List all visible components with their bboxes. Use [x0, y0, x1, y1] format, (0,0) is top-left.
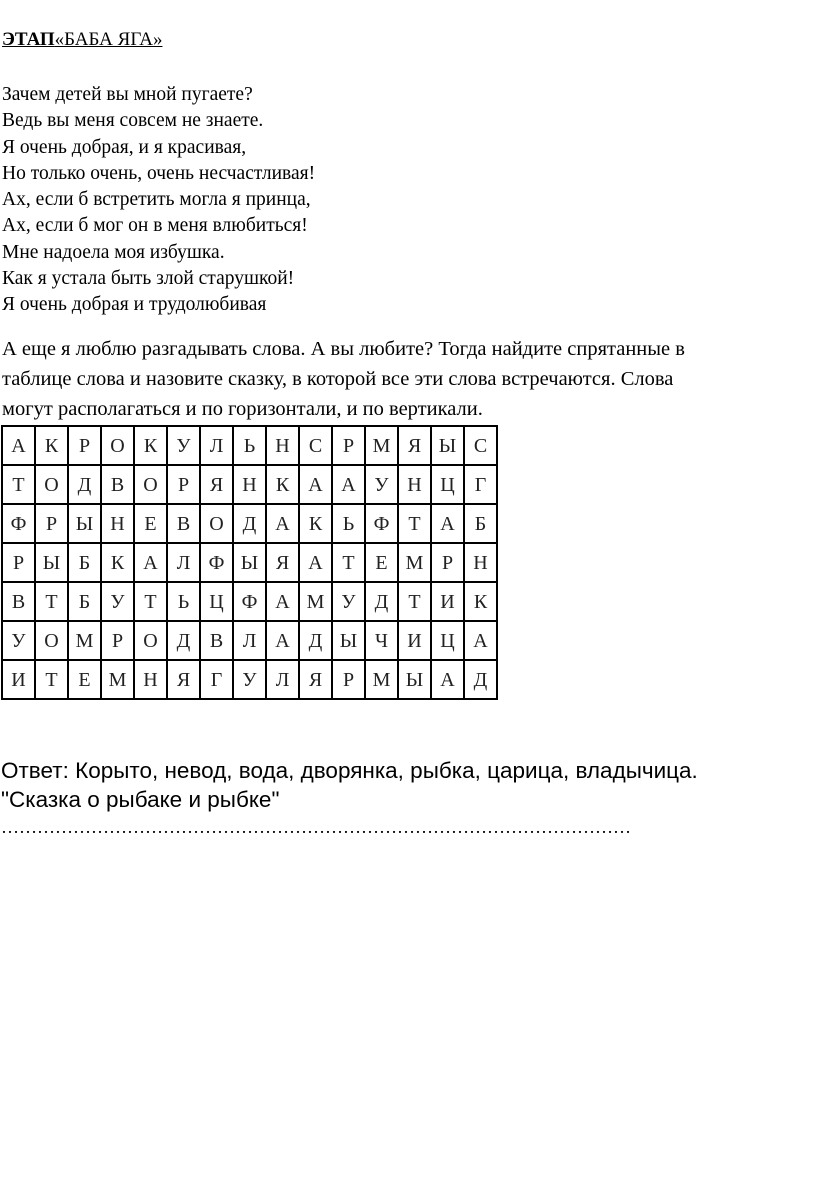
dotted-line: …………………………………………………………………………………………… — [1, 817, 631, 837]
grid-cell: Я — [266, 543, 299, 582]
grid-row — [2, 660, 497, 699]
grid-cell: Т — [2, 465, 35, 504]
poem-line: Но только очень, очень несчастливая! — [2, 162, 316, 184]
grid-row — [2, 582, 497, 621]
grid-cell: С — [299, 426, 332, 465]
grid-cell: Л — [167, 543, 200, 582]
grid-cell: Я — [398, 426, 431, 465]
grid-cell: Т — [398, 582, 431, 621]
grid-cell: А — [299, 465, 332, 504]
grid-cell: Д — [299, 621, 332, 660]
grid-cell: Я — [167, 660, 200, 699]
grid-cell: Н — [266, 426, 299, 465]
grid-cell: А — [266, 621, 299, 660]
grid-cell: Ь — [332, 504, 365, 543]
grid-cell: Ь — [233, 426, 266, 465]
answer-block — [1, 756, 698, 814]
grid-cell: В — [167, 504, 200, 543]
poem-line: Мне надоела моя избушка. — [2, 241, 225, 263]
page-title — [2, 28, 162, 52]
grid-cell: В — [101, 465, 134, 504]
grid-cell: У — [365, 465, 398, 504]
grid-cell: Ы — [332, 621, 365, 660]
grid-cell: Б — [464, 504, 497, 543]
poem-line: Как я устала быть злой старушкой! — [2, 268, 295, 290]
grid-cell: Д — [68, 465, 101, 504]
instruction-line: таблице слова и назовите сказку, в которой все эти слова встречаются. Слова — [2, 368, 674, 390]
grid-cell: Р — [2, 543, 35, 582]
grid-cell: А — [431, 660, 464, 699]
grid-cell: Р — [431, 543, 464, 582]
grid-cell: У — [101, 582, 134, 621]
grid-cell: Ы — [35, 543, 68, 582]
grid-cell: О — [134, 621, 167, 660]
title-stage: ЭТАП — [2, 29, 55, 50]
poem-line: Ах, если б встретить могла я принца, — [2, 189, 311, 211]
grid-cell: В — [2, 582, 35, 621]
grid-cell: У — [233, 660, 266, 699]
grid-cell: К — [101, 543, 134, 582]
grid-cell: Г — [464, 465, 497, 504]
grid-cell: М — [398, 543, 431, 582]
grid-cell: Ф — [2, 504, 35, 543]
grid-cell: К — [266, 465, 299, 504]
grid-cell: Л — [266, 660, 299, 699]
grid-cell: Д — [233, 504, 266, 543]
grid-cell: А — [464, 621, 497, 660]
grid-cell: Н — [398, 465, 431, 504]
grid-cell: Р — [332, 660, 365, 699]
grid-cell: С — [464, 426, 497, 465]
grid-cell: Т — [134, 582, 167, 621]
word-search-grid — [1, 425, 498, 700]
grid-cell: Ц — [200, 582, 233, 621]
grid-cell: Т — [35, 660, 68, 699]
grid-cell: Н — [101, 504, 134, 543]
grid-cell: Ц — [431, 465, 464, 504]
grid-cell: А — [2, 426, 35, 465]
grid-cell: Е — [134, 504, 167, 543]
grid-cell: О — [200, 504, 233, 543]
poem-line: Ах, если б мог он в меня влюбиться! — [2, 215, 308, 237]
grid-cell: И — [431, 582, 464, 621]
poem-line: Я очень добрая и трудолюбивая — [2, 294, 267, 316]
grid-cell: Ы — [398, 660, 431, 699]
grid-cell: У — [167, 426, 200, 465]
grid-cell: Н — [464, 543, 497, 582]
grid-cell: У — [2, 621, 35, 660]
grid-row — [2, 621, 497, 660]
grid-cell: О — [35, 621, 68, 660]
grid-cell: А — [299, 543, 332, 582]
grid-cell: М — [101, 660, 134, 699]
grid-cell: Ы — [68, 504, 101, 543]
grid-cell: Ь — [167, 582, 200, 621]
grid-cell: И — [398, 621, 431, 660]
grid-cell: Д — [464, 660, 497, 699]
grid-cell: Д — [167, 621, 200, 660]
grid-cell: А — [266, 504, 299, 543]
grid-cell: Р — [35, 504, 68, 543]
grid-cell: Л — [233, 621, 266, 660]
grid-row — [2, 543, 497, 582]
grid-cell: О — [35, 465, 68, 504]
grid-cell: Ф — [365, 504, 398, 543]
grid-cell: Я — [200, 465, 233, 504]
grid-cell: В — [200, 621, 233, 660]
grid-cell: Ч — [365, 621, 398, 660]
instruction-line: А еще я люблю разгадывать слова. А вы любите? Тогда найдите спрятанные в — [2, 338, 685, 360]
instruction-line: могут располагаться и по горизонтали, и по вертикали. — [2, 398, 483, 420]
grid-cell: К — [299, 504, 332, 543]
title-name: «БАБА ЯГА» — [54, 29, 163, 50]
grid-row — [2, 504, 497, 543]
answer-words: Ответ: Корыто, невод, вода, дворянка, рыбка, царица, владычица. — [1, 758, 698, 783]
grid-cell: Т — [332, 543, 365, 582]
grid-cell: Ы — [431, 426, 464, 465]
grid-cell: Г — [200, 660, 233, 699]
grid-cell: А — [431, 504, 464, 543]
grid-cell: М — [365, 426, 398, 465]
grid-cell: Ф — [233, 582, 266, 621]
grid-cell: Р — [332, 426, 365, 465]
poem-line: Зачем детей вы мной пугаете? — [2, 84, 253, 105]
grid-cell: Р — [167, 465, 200, 504]
grid-cell: Ы — [233, 543, 266, 582]
grid-cell: Ц — [431, 621, 464, 660]
grid-cell: Р — [68, 426, 101, 465]
grid-cell: А — [266, 582, 299, 621]
grid-row — [2, 426, 497, 465]
grid-cell: А — [332, 465, 365, 504]
grid-cell: К — [464, 582, 497, 621]
grid-cell: Р — [101, 621, 134, 660]
grid-cell: К — [134, 426, 167, 465]
grid-cell: Н — [134, 660, 167, 699]
task-instructions — [2, 334, 685, 424]
answer-tale: "Сказка о рыбаке и рыбке" — [1, 787, 280, 812]
grid-row — [2, 465, 497, 504]
grid-cell: Ф — [200, 543, 233, 582]
grid-cell: И — [2, 660, 35, 699]
grid-cell: Т — [398, 504, 431, 543]
grid-cell: Б — [68, 543, 101, 582]
grid-cell: А — [134, 543, 167, 582]
grid-cell: Я — [299, 660, 332, 699]
grid-cell: Н — [233, 465, 266, 504]
grid-cell: Л — [200, 426, 233, 465]
grid-cell: М — [299, 582, 332, 621]
poem — [2, 82, 315, 319]
grid-cell: М — [68, 621, 101, 660]
grid-cell: Е — [68, 660, 101, 699]
grid-cell: М — [365, 660, 398, 699]
grid-cell: К — [35, 426, 68, 465]
grid-cell: О — [101, 426, 134, 465]
grid-cell: У — [332, 582, 365, 621]
grid-cell: Е — [365, 543, 398, 582]
poem-line: Ведь вы меня совсем не знаете. — [2, 110, 264, 132]
poem-line: Я очень добрая, и я красивая, — [2, 136, 247, 158]
grid-cell: Т — [35, 582, 68, 621]
grid-cell: О — [134, 465, 167, 504]
grid-cell: Б — [68, 582, 101, 621]
grid-cell: Д — [365, 582, 398, 621]
